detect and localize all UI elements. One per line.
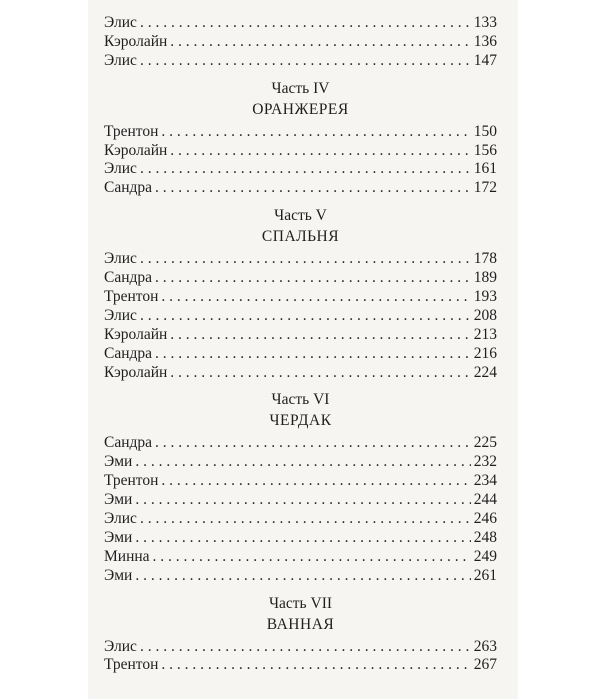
toc-entry-name: Элис xyxy=(104,510,137,528)
dot-leader xyxy=(155,269,471,288)
dot-leader xyxy=(140,250,471,269)
dot-leader xyxy=(161,123,471,142)
toc-entry xyxy=(104,638,497,657)
toc-entry-name: Кэролайн xyxy=(104,363,168,381)
dot-leader xyxy=(170,33,471,52)
toc-entry-page: 208 xyxy=(473,306,497,324)
toc-entry-page: 267 xyxy=(473,656,497,674)
toc-entry-page: 224 xyxy=(473,363,497,381)
dot-leader xyxy=(170,142,471,161)
dot-leader xyxy=(155,345,471,364)
dot-leader xyxy=(135,453,471,472)
toc-entry xyxy=(104,656,497,675)
toc-entry-name: Трентон xyxy=(104,472,159,490)
dot-leader xyxy=(140,638,471,657)
toc-entry-page: 133 xyxy=(473,14,497,31)
toc-entry-page: 147 xyxy=(473,51,497,69)
toc-entry-name: Сандра xyxy=(104,434,153,452)
toc-entry-page: 213 xyxy=(473,325,497,343)
toc-entry xyxy=(104,453,497,472)
toc-entry-page: 189 xyxy=(473,269,497,287)
toc-entry-page: 178 xyxy=(473,250,497,268)
toc-entry xyxy=(104,548,497,567)
dot-leader xyxy=(153,548,471,567)
toc-entry-page: 244 xyxy=(473,491,497,509)
toc-entry-page: 161 xyxy=(473,160,497,178)
toc-entry xyxy=(104,52,497,71)
toc-entry xyxy=(104,142,497,161)
section-title: ВАННАЯ xyxy=(266,615,335,633)
toc-entry-name: Эми xyxy=(104,528,133,546)
toc-entry-page: 232 xyxy=(473,453,497,471)
toc-entry-page: 249 xyxy=(473,547,497,565)
toc-entry-page: 248 xyxy=(473,528,497,546)
toc-entry-name: Элис xyxy=(104,306,137,324)
toc-entry-page: 156 xyxy=(473,141,497,159)
toc-entry xyxy=(104,250,497,269)
part-heading: Часть VI xyxy=(271,391,330,409)
toc-entry-name: Сандра xyxy=(104,344,153,362)
toc-entry-name: Сандра xyxy=(104,269,153,287)
toc-entry-name: Эми xyxy=(104,491,133,509)
toc-entry-name: Эми xyxy=(104,453,133,471)
toc-entry-page: 150 xyxy=(473,122,497,140)
toc-entry-page: 246 xyxy=(473,510,497,528)
toc-entry-name: Трентон xyxy=(104,122,159,140)
toc-entry xyxy=(104,364,497,383)
toc-entry-name: Элис xyxy=(104,637,137,655)
toc-entry xyxy=(104,529,497,548)
section-title: ОРАНЖЕРЕЯ xyxy=(252,100,349,118)
toc-entry xyxy=(104,510,497,529)
toc-entry-name: Сандра xyxy=(104,179,153,197)
toc-entry-page: 136 xyxy=(473,32,497,50)
dot-leader xyxy=(155,434,471,453)
dot-leader xyxy=(161,288,471,307)
toc-entry xyxy=(104,345,497,364)
dot-leader xyxy=(140,510,471,529)
toc-entry-page: 193 xyxy=(473,288,497,306)
toc-entry xyxy=(104,269,497,288)
section-title: ЧЕРДАК xyxy=(269,412,332,430)
toc-entry xyxy=(104,567,497,586)
toc-entry xyxy=(104,33,497,52)
toc-entry-name: Элис xyxy=(104,14,137,31)
toc-entry xyxy=(104,307,497,326)
toc-entry-name: Элис xyxy=(104,160,137,178)
dot-leader xyxy=(140,307,471,326)
toc-entry xyxy=(104,491,497,510)
part-heading: Часть IV xyxy=(271,79,330,97)
toc-entry-page: 172 xyxy=(473,179,497,197)
toc-entry-name: Элис xyxy=(104,51,137,69)
toc-entry-name: Кэролайн xyxy=(104,325,168,343)
table-of-contents xyxy=(104,14,497,675)
dot-leader xyxy=(161,656,471,675)
toc-entry-name: Минна xyxy=(104,547,150,565)
toc-entry-name: Трентон xyxy=(104,288,159,306)
dot-leader xyxy=(140,160,471,179)
toc-entry-page: 216 xyxy=(473,344,497,362)
toc-entry xyxy=(104,288,497,307)
toc-entry xyxy=(104,434,497,453)
dot-leader xyxy=(170,326,471,345)
section-title: СПАЛЬНЯ xyxy=(261,228,340,246)
dot-leader xyxy=(161,472,471,491)
dot-leader xyxy=(135,567,471,586)
dot-leader xyxy=(140,14,471,33)
toc-entry-page: 261 xyxy=(473,566,497,584)
toc-entry-name: Трентон xyxy=(104,656,159,674)
toc-entry-page: 234 xyxy=(473,472,497,490)
toc-entry-page: 263 xyxy=(473,637,497,655)
toc-entry xyxy=(104,123,497,142)
dot-leader xyxy=(135,529,471,548)
toc-entry-name: Кэролайн xyxy=(104,141,168,159)
toc-entry-page: 225 xyxy=(473,434,497,452)
toc-entry-name: Элис xyxy=(104,250,137,268)
toc-entry-name: Эми xyxy=(104,566,133,584)
dot-leader xyxy=(155,179,471,198)
toc-entry xyxy=(104,472,497,491)
dot-leader xyxy=(170,364,471,383)
part-heading: Часть VII xyxy=(268,594,333,612)
toc-entry-name: Кэролайн xyxy=(104,32,168,50)
toc-entry xyxy=(104,160,497,179)
part-heading: Часть V xyxy=(274,207,327,225)
toc-entry xyxy=(104,179,497,198)
dot-leader xyxy=(135,491,471,510)
toc-entry xyxy=(104,14,497,33)
dot-leader xyxy=(140,52,471,71)
toc-entry xyxy=(104,326,497,345)
